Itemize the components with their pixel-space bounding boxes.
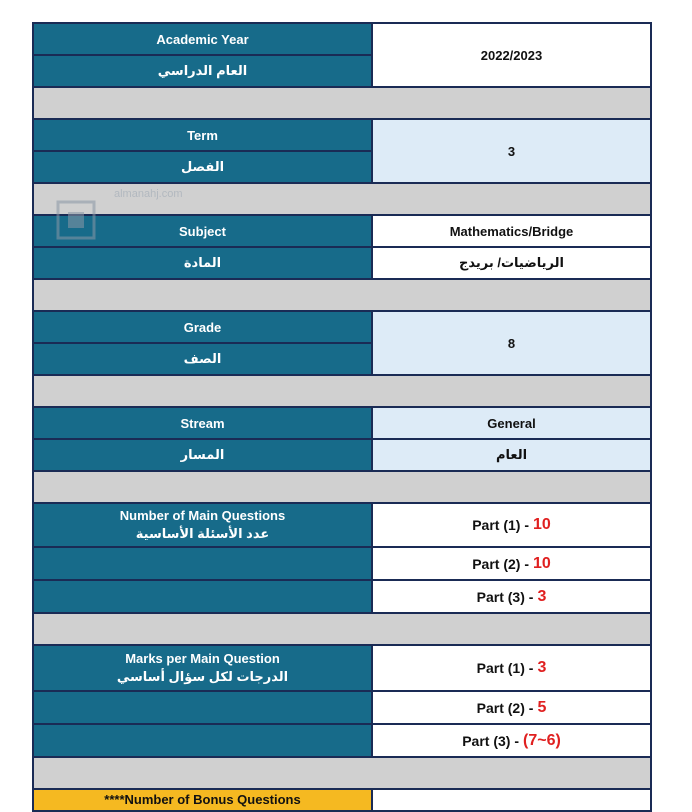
main-questions-label-en: Number of Main Questions [119, 508, 286, 523]
stream-row [34, 408, 650, 472]
subject-label-ar: المادة [34, 248, 371, 280]
marks-label-filler [34, 692, 371, 725]
part-value: (7~6) [523, 731, 561, 749]
academic-year-value: 2022/2023 [371, 24, 650, 88]
stream-value-en: General [371, 408, 650, 440]
term-row [34, 120, 650, 184]
bonus-row [34, 790, 650, 812]
part-value: 5 [537, 698, 547, 716]
subject-value-en: Mathematics/Bridge [371, 216, 650, 248]
stream-label-ar: المسار [34, 440, 371, 472]
marks-part-3 [371, 725, 650, 758]
subject-value-ar: الرياضيات/ بريدج [371, 248, 650, 280]
separator-row [34, 472, 650, 504]
separator-row [34, 376, 650, 408]
separator-row [34, 88, 650, 120]
main-questions-part-3 [371, 581, 650, 614]
marks-label-en: Marks per Main Question [125, 651, 280, 666]
part-prefix: Part (3) - [476, 588, 534, 605]
main-questions-label-filler [34, 548, 371, 581]
part-value: 3 [537, 659, 547, 676]
separator-row [34, 184, 650, 216]
academic-year-row [34, 24, 650, 88]
grade-value: 8 [371, 312, 650, 376]
grade-label-en: Grade [34, 312, 371, 344]
part-prefix: Part (2) - [472, 555, 529, 572]
marks-part-1 [371, 646, 650, 692]
marks-part-2 [371, 692, 650, 725]
part-prefix: Part (1) - [476, 660, 534, 676]
main-questions-label [34, 504, 371, 548]
bonus-value [371, 790, 650, 812]
part-value: 3 [537, 587, 547, 605]
term-value: 3 [371, 120, 650, 184]
term-label-en: Term [34, 120, 371, 152]
main-questions-label-ar: عدد الأسئلة الأساسية [135, 526, 270, 541]
part-prefix: Part (3) - [462, 732, 519, 749]
main-questions-part-1 [371, 504, 650, 548]
watermark-text: almanahj.com [114, 188, 183, 200]
part-value: 10 [533, 554, 551, 572]
academic-year-label-en: Academic Year [34, 24, 371, 56]
marks-row [34, 646, 650, 758]
academic-year-label-ar: العام الدراسي [34, 56, 371, 88]
part-prefix: Part (1) - [472, 517, 529, 533]
subject-row [34, 216, 650, 280]
bonus-label: ****Number of Bonus Questions [34, 790, 371, 812]
marks-label-filler [34, 725, 371, 758]
separator-row [34, 280, 650, 312]
subject-label-en: Subject [34, 216, 371, 248]
part-prefix: Part (2) - [476, 699, 534, 716]
separator-row [34, 758, 650, 790]
term-label-ar: الفصل [34, 152, 371, 184]
main-questions-part-2 [371, 548, 650, 581]
grade-row [34, 312, 650, 376]
marks-label [34, 646, 371, 692]
marks-label-ar: الدرجات لكل سؤال أساسي [116, 669, 289, 684]
part-value: 10 [533, 516, 551, 533]
main-questions-row [34, 504, 650, 614]
separator-row [34, 614, 650, 646]
main-questions-label-filler [34, 581, 371, 614]
stream-label-en: Stream [34, 408, 371, 440]
grade-label-ar: الصف [34, 344, 371, 376]
stream-value-ar: العام [371, 440, 650, 472]
info-table [32, 22, 652, 812]
